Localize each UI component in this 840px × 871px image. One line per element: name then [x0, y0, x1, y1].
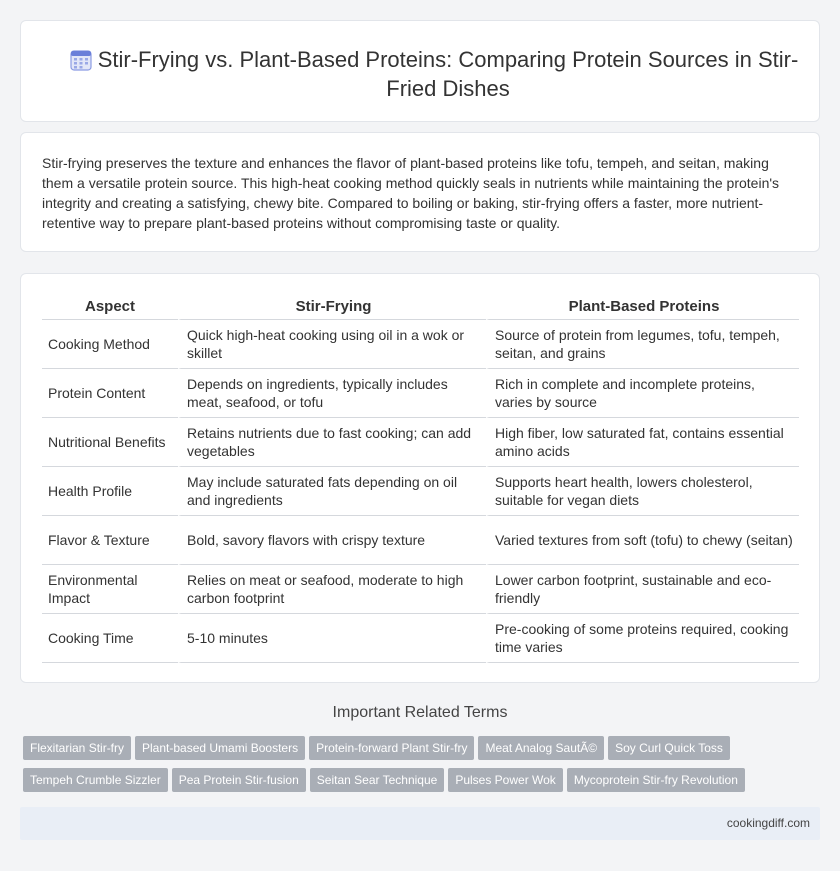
aspect-cell: Environmental Impact: [42, 565, 178, 614]
aspect-cell: Protein Content: [42, 369, 178, 418]
plant-based-cell: Source of protein from legumes, tofu, tempeh, seitan, and grains: [486, 320, 799, 369]
related-terms-list: [23, 736, 823, 800]
intro-card: [20, 132, 820, 252]
term-tag[interactable]: Plant-based Umami Boosters: [135, 736, 305, 760]
term-tag[interactable]: Tempeh Crumble Sizzler: [23, 768, 168, 792]
table-header-row: [42, 294, 799, 320]
term-tag[interactable]: Protein-forward Plant Stir-fry: [309, 736, 474, 760]
intro-paragraph: Stir-frying preserves the texture and enhances the flavor of plant-based proteins like tofu, tempeh, and seitan, making them a versatile protein source. This high-heat cooking method quickly seals in nutrients while maintaining the protein's integrity and creating a satisfying, chewy bite. Compared to boiling or baking, stir-frying offers a faster, more nutrient-retentive way to prepare plant-based proteins without compromising taste or quality.: [42, 155, 780, 231]
term-tag[interactable]: Flexitarian Stir-fry: [23, 736, 131, 760]
aspect-cell: Nutritional Benefits: [42, 418, 178, 467]
term-tag[interactable]: Mycoprotein Stir-fry Revolution: [567, 768, 745, 792]
term-tag[interactable]: Soy Curl Quick Toss: [608, 736, 730, 760]
stir-frying-cell: May include saturated fats depending on oil and ingredients: [178, 467, 486, 516]
term-tag[interactable]: Seitan Sear Technique: [310, 768, 445, 792]
table-row: [42, 614, 799, 663]
stir-frying-cell: Relies on meat or seafood, moderate to high carbon footprint: [178, 565, 486, 614]
plant-based-cell: Pre-cooking of some proteins required, cooking time varies: [486, 614, 799, 663]
table-row: [42, 418, 799, 467]
table-row: [42, 516, 799, 565]
stir-frying-cell: Quick high-heat cooking using oil in a wok or skillet: [178, 320, 486, 369]
plant-based-cell: Supports heart health, lowers cholesterol, suitable for vegan diets: [486, 467, 799, 516]
aspect-cell: Health Profile: [42, 467, 178, 516]
plant-based-cell: High fiber, low saturated fat, contains essential amino acids: [486, 418, 799, 467]
aspect-cell: Cooking Method: [42, 320, 178, 369]
comparison-table: [42, 294, 799, 663]
plant-based-cell: Lower carbon footprint, sustainable and eco-friendly: [486, 565, 799, 614]
table-row: [42, 369, 799, 418]
header-plant-based: Plant-Based Proteins: [486, 294, 799, 320]
header-aspect: Aspect: [42, 294, 178, 320]
aspect-cell: Cooking Time: [42, 614, 178, 663]
header-stir-frying: Stir-Frying: [178, 294, 486, 320]
table-row: [42, 467, 799, 516]
stir-frying-cell: Bold, savory flavors with crispy texture: [178, 516, 486, 565]
stir-frying-cell: Depends on ingredients, typically includes meat, seafood, or tofu: [178, 369, 486, 418]
related-terms-title: Important Related Terms: [332, 704, 508, 721]
plant-based-cell: Varied textures from soft (tofu) to chewy (seitan): [486, 516, 799, 565]
table-row: [42, 565, 799, 614]
term-tag[interactable]: Meat Analog SautÃ©: [478, 736, 604, 760]
footer-bar: [20, 807, 820, 840]
footer-site-name[interactable]: cookingdiff.com: [726, 816, 810, 830]
stir-frying-cell: Retains nutrients due to fast cooking; can add vegetables: [178, 418, 486, 467]
header-card: [20, 20, 820, 122]
term-tag[interactable]: Pea Protein Stir-fusion: [172, 768, 306, 792]
plant-based-cell: Rich in complete and incomplete proteins, varies by source: [486, 369, 799, 418]
term-tag[interactable]: Pulses Power Wok: [448, 768, 562, 792]
table-row: [42, 320, 799, 369]
comparison-card: [20, 273, 820, 683]
aspect-cell: Flavor & Texture: [42, 516, 178, 565]
stir-frying-cell: 5-10 minutes: [178, 614, 486, 663]
page-title: Stir-Frying vs. Plant-Based Proteins: Comparing Protein Sources in Stir-Fried Dishes: [97, 47, 799, 101]
